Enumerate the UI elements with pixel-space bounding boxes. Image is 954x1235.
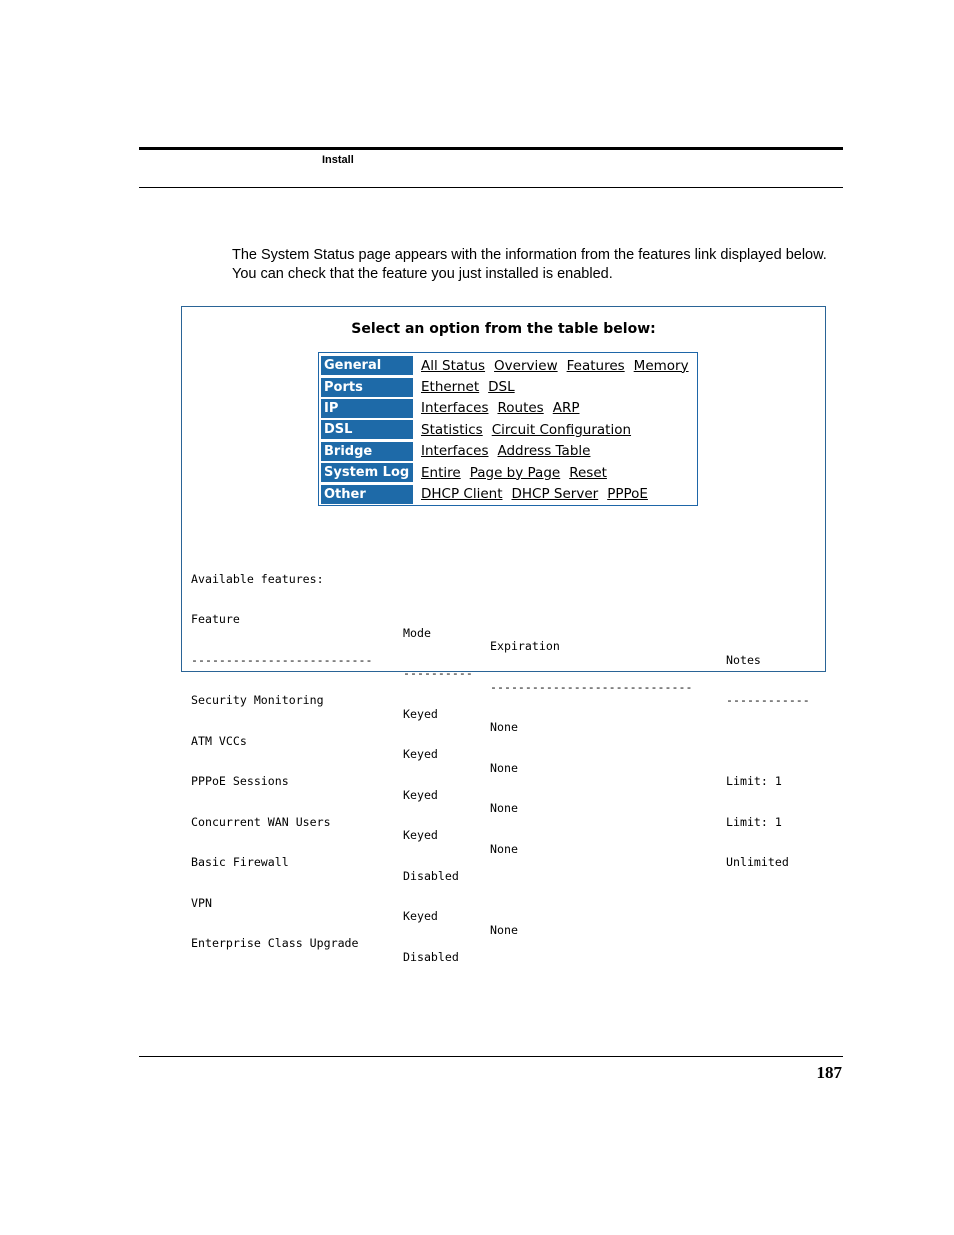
menu-row-bridge: [321, 441, 695, 462]
feature-mode: Keyed: [403, 787, 438, 802]
link-dhcp-client[interactable]: DHCP Client: [421, 486, 503, 503]
feature-mode: Disabled: [403, 868, 459, 883]
menu-category: Bridge: [321, 442, 413, 461]
column-header: Mode: [403, 625, 431, 640]
feature-name: ATM VCCs: [191, 733, 247, 748]
link-memory[interactable]: Memory: [633, 357, 689, 374]
feature-row: [191, 924, 459, 964]
feature-mode: Keyed: [403, 909, 438, 923]
feature-name: Security Monitoring: [191, 693, 324, 707]
link-reset[interactable]: Reset: [569, 464, 607, 481]
feature-mode: Keyed: [403, 706, 438, 721]
feature-name: Basic Firewall: [191, 855, 289, 869]
link-page-by-page[interactable]: Page by Page: [469, 464, 561, 481]
link-ip-interfaces[interactable]: Interfaces: [421, 400, 489, 417]
feature-expiration: None: [490, 922, 518, 937]
link-pppoe[interactable]: PPPoE: [607, 486, 648, 503]
feature-mode: Keyed: [403, 747, 438, 761]
feature-row: [191, 883, 518, 937]
menu-row-system-log: [321, 462, 695, 483]
feature-expiration: None: [490, 841, 518, 856]
header-rule: [139, 147, 843, 150]
column-header: Expiration: [490, 639, 560, 653]
link-address-table[interactable]: Address Table: [497, 443, 591, 460]
feature-mode: Disabled: [403, 949, 459, 964]
menu-category: Ports: [321, 378, 413, 397]
section-label: Install: [322, 154, 354, 166]
menu-row-dsl: [321, 419, 695, 440]
feature-notes: Unlimited: [726, 855, 789, 869]
option-menu-table: [318, 352, 698, 506]
feature-name: Enterprise Class Upgrade: [191, 936, 359, 950]
feature-name: VPN: [191, 895, 212, 910]
separator: ----------: [403, 666, 473, 680]
menu-category: System Log: [321, 463, 413, 482]
system-status-screenshot: [181, 306, 826, 964]
menu-row-general: [321, 355, 695, 376]
feature-expiration: None: [490, 720, 518, 734]
column-header: Feature: [191, 612, 240, 626]
link-ethernet[interactable]: Ethernet: [421, 379, 480, 396]
feature-name: Concurrent WAN Users: [191, 814, 331, 829]
link-dsl[interactable]: DSL: [488, 379, 515, 396]
feature-expiration: None: [490, 760, 518, 775]
header-subrule: [139, 187, 843, 188]
link-statistics[interactable]: Statistics: [421, 421, 483, 438]
separator: ------------: [726, 693, 810, 707]
feature-notes: Limit: 1: [726, 774, 782, 788]
menu-category: DSL: [321, 420, 413, 439]
feature-name: PPPoE Sessions: [191, 774, 289, 788]
features-heading: Available features:: [191, 571, 324, 586]
separator: --------------------------: [191, 652, 373, 667]
feature-mode: Keyed: [403, 828, 438, 842]
feature-row: [191, 681, 518, 734]
link-circuit-configuration[interactable]: Circuit Configuration: [491, 421, 632, 438]
link-dhcp-server[interactable]: DHCP Server: [511, 486, 599, 503]
link-routes[interactable]: Routes: [497, 400, 544, 417]
menu-category: IP: [321, 399, 413, 418]
link-features[interactable]: Features: [566, 357, 625, 374]
feature-expiration: None: [490, 801, 518, 815]
available-features-listing: [191, 532, 810, 964]
footer-rule: [139, 1056, 843, 1057]
intro-paragraph: The System Status page appears with the information from the features link displayed below. You can check that the feature you just installed is enabled.: [232, 247, 827, 282]
page-number: 187: [816, 1063, 842, 1082]
menu-row-other: [321, 483, 695, 504]
link-arp[interactable]: ARP: [552, 400, 580, 417]
feature-notes: Limit: 1: [726, 814, 782, 829]
select-option-title: Select an option from the table below:: [351, 321, 656, 337]
link-bridge-interfaces[interactable]: Interfaces: [421, 443, 489, 460]
column-header: Notes: [726, 652, 761, 667]
separator: -----------------------------: [490, 679, 693, 694]
link-all-status[interactable]: All Status: [421, 357, 486, 374]
menu-row-ip: [321, 398, 695, 419]
link-entire[interactable]: Entire: [421, 464, 461, 481]
menu-category: Other: [321, 485, 413, 504]
menu-category: General: [321, 356, 413, 375]
features-header-row: [191, 600, 761, 667]
menu-row-ports: [321, 376, 695, 397]
feature-row: [191, 843, 459, 883]
link-overview[interactable]: Overview: [494, 357, 558, 374]
